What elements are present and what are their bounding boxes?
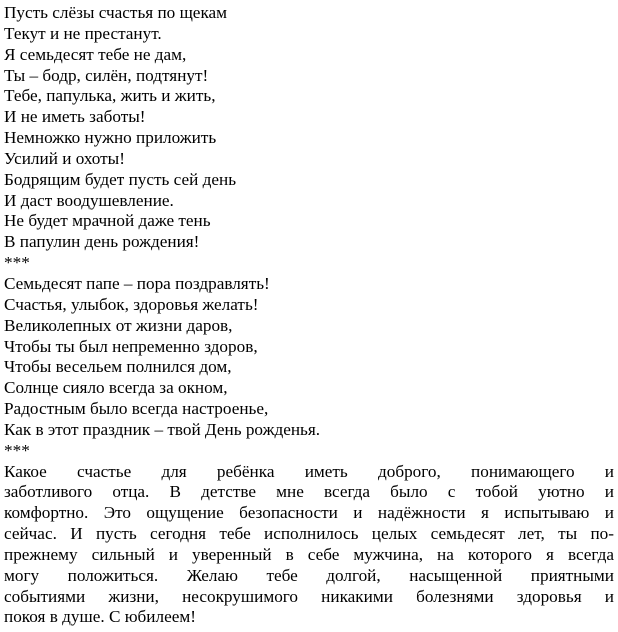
poem-first-line: Не будет мрачной даже тень — [4, 211, 211, 231]
poem-first-line: Пусть слёзы счастья по щекам — [4, 3, 228, 22]
poem-second-line: Как в этот праздник – твой День рожденья. — [4, 419, 321, 439]
poem-first-line: Тебе, папулька, жить и жить, — [4, 86, 216, 106]
poem-second-line: Счастья, улыбок, здоровья желать! — [4, 294, 259, 314]
prose-line: покоя в душе. С юбилеем! — [4, 607, 196, 627]
greeting-document — [4, 3, 614, 628]
poem-first-line: Текут и не престанут. — [4, 23, 162, 43]
prose-line: прежнему сильный и уверенный в себе мужчина, на которого я всегда — [4, 544, 614, 564]
poem-first-line: Немножко нужно приложить — [4, 128, 217, 148]
prose-line: заботливого отца. В детстве мне всегда было с тобой уютно и — [4, 482, 614, 502]
poem-second-line: Радостным было всегда настроенье, — [4, 399, 269, 419]
poem-first-line: Бодрящим будет пусть сей день — [4, 169, 237, 189]
poem-second-line: Чтобы весельем полнился дом, — [4, 357, 232, 377]
poem-first-line: И даст воодушевление. — [4, 190, 174, 210]
prose-line: событиями жизни, несокрушимого никакими болезнями здоровья и — [4, 586, 614, 606]
prose-greeting-paragraph — [4, 462, 614, 629]
prose-line: сейчас. И пусть сегодня тебе исполнилось целых семьдесят лет, ты по- — [4, 524, 614, 544]
separator-asterisks: *** — [4, 253, 30, 273]
poem-first-line: Усилий и охоты! — [4, 148, 125, 168]
poem-second — [4, 274, 614, 441]
poem-first-line: Ты – бодр, силён, подтянут! — [4, 65, 209, 85]
poem-first-line: И не иметь заботы! — [4, 107, 146, 127]
prose-line: комфортно. Это ощущение безопасности и надёжности я испытываю и — [4, 503, 614, 523]
poem-second-line: Солнце сияло всегда за окном, — [4, 378, 228, 398]
poem-first — [4, 3, 614, 253]
poem-first-line: В папулин день рождения! — [4, 232, 200, 252]
poem-second-line: Чтобы ты был непременно здоров, — [4, 336, 258, 356]
prose-line: Какое счастье для ребёнка иметь доброго, понимающего и — [4, 461, 614, 481]
prose-line: могу положиться. Желаю тебе долгой, насыщенной приятными — [4, 565, 614, 585]
poem-first-line: Я семьдесят тебе не дам, — [4, 44, 187, 64]
poem-second-line: Великолепных от жизни даров, — [4, 315, 233, 335]
poem-second-line: Семьдесят папе – пора поздравлять! — [4, 273, 270, 293]
separator-asterisks: *** — [4, 440, 30, 460]
